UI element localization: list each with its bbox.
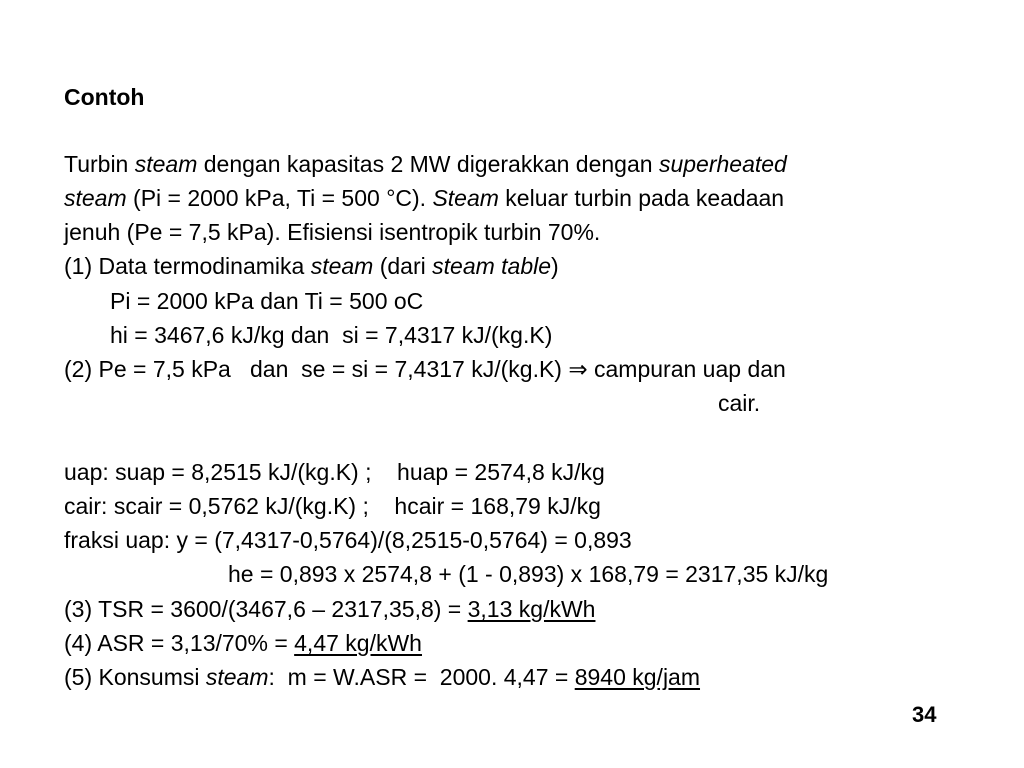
step-3-tsr (64, 592, 595, 626)
exit-enthalpy: he = 0,893 x 2574,8 + (1 - 0,893) x 168,79 = 2317,35 kJ/kg (228, 561, 829, 587)
text-run: dengan kapasitas 2 MW digerakkan dengan (197, 151, 659, 177)
liquid-properties: cair: scair = 0,5762 kJ/(kg.K) ; hcair = 168,79 kJ/kg (64, 493, 601, 519)
asr-result: 4,47 kg/kWh (294, 630, 422, 656)
intro-line-2 (64, 181, 784, 215)
tsr-result: 3,13 kg/kWh (467, 596, 596, 622)
italic-term: steam (205, 664, 269, 690)
page-number: 34 (912, 702, 937, 727)
step-1-hi-si: hi = 3467,6 kJ/kg dan si = 7,4317 kJ/(kg.K) (110, 322, 553, 348)
italic-term: steam table (432, 253, 552, 279)
italic-term: steam (64, 185, 127, 211)
text-run: keluar turbin pada keadaan (498, 185, 785, 211)
text-run: ) (551, 253, 559, 279)
step-1-heading (64, 249, 559, 283)
text-run: (4) ASR = 3,13/70% = (64, 630, 295, 656)
italic-term: Steam (432, 185, 499, 211)
step-2-continuation: cair. (718, 390, 761, 416)
text-run: Turbin (64, 151, 135, 177)
step-2-line: (2) Pe = 7,5 kPa dan se = si = 7,4317 kJ/(kg.K) ⇒ campuran uap dan (64, 356, 786, 382)
consumption-result: 8940 kg/jam (574, 664, 701, 690)
step-4-asr (64, 626, 422, 660)
slide-title: Contoh (64, 84, 145, 110)
step-5-consumption (64, 660, 700, 694)
text-run: (1) Data termodinamika (64, 253, 311, 279)
italic-term: steam (134, 151, 198, 177)
text-run: : m = W.ASR = 2000. 4,47 = (268, 664, 575, 690)
step-1-pi-ti: Pi = 2000 kPa dan Ti = 500 oC (110, 288, 424, 314)
vapor-properties: uap: suap = 8,2515 kJ/(kg.K) ; huap = 2574,8 kJ/kg (64, 459, 605, 485)
intro-line-3: jenuh (Pe = 7,5 kPa). Efisiensi isentropik turbin 70%. (64, 219, 601, 245)
text-run: (5) Konsumsi (64, 664, 206, 690)
italic-term: steam (310, 253, 374, 279)
italic-term: superheated (658, 151, 787, 177)
text-run: (dari (373, 253, 433, 279)
vapor-fraction: fraksi uap: y = (7,4317-0,5764)/(8,2515-0,5764) = 0,893 (64, 527, 632, 553)
text-run: (3) TSR = 3600/(3467,6 – 2317,35,8) = (64, 596, 468, 622)
text-run: (Pi = 2000 kPa, Ti = 500 °C). (126, 185, 433, 211)
intro-line-1 (64, 147, 787, 181)
